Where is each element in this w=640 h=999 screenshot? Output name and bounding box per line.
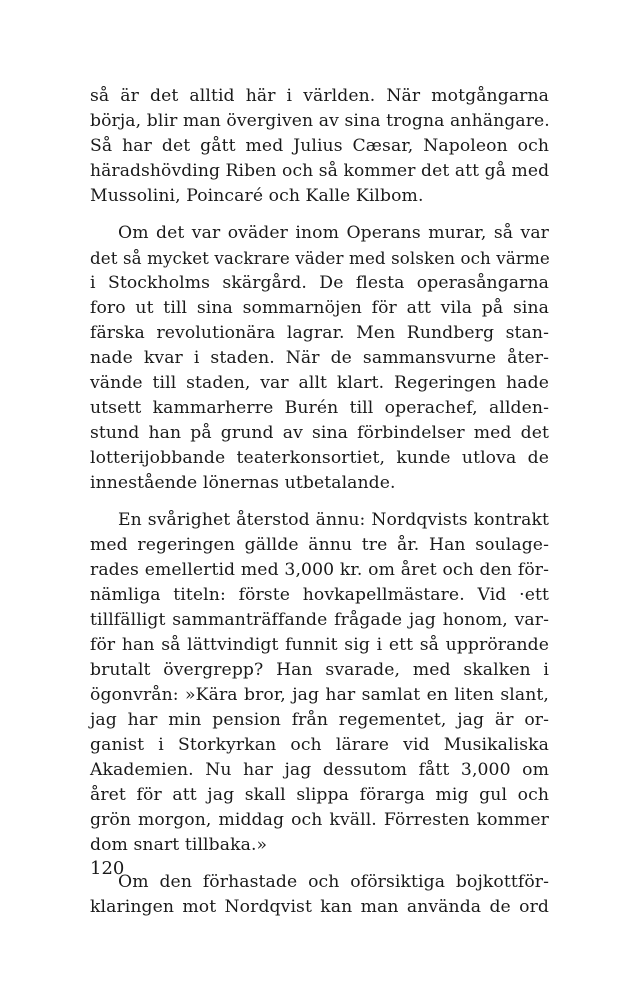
text-line: utsett kammarherre Burén till operachef, allden- [90, 398, 549, 418]
text-line: ganist i Storkyrkan och lärare vid Musikaliska [90, 735, 549, 755]
text-line: i Stockholms skärgård. De flesta operasångarna [90, 273, 549, 293]
text-line: börja, blir man övergiven av sina trogna anhängare. [90, 111, 550, 131]
text-line: Så har det gått med Julius Cæsar, Napoleon och [90, 136, 549, 156]
text-line: jag har min pension från regementet, jag är or- [90, 710, 549, 730]
text-line: foro ut till sina sommarnöjen för att vila på sina [90, 298, 549, 318]
text-line: året för att jag skall slippa förarga mig gul och [90, 785, 549, 805]
body-text [90, 84, 549, 920]
text-line: så är det alltid här i världen. När motgångarna [90, 86, 549, 106]
paragraph-3 [90, 508, 549, 858]
text-line: för han så lättvindigt funnit sig i ett så upprörande [90, 635, 549, 655]
page-number: 120 [90, 858, 125, 879]
paragraph-1 [90, 84, 549, 209]
text-line: Om det var oväder inom Operans murar, så var [118, 223, 549, 243]
text-line: rades emellertid med 3,000 kr. om året och den för- [90, 560, 549, 580]
paragraph-2 [90, 221, 549, 496]
text-line: En svårighet återstod ännu: Nordqvists kontrakt [118, 510, 549, 530]
text-line: innestående lönernas utbetalande. [90, 473, 396, 493]
text-line: det så mycket vackrare väder med solsken och värme [90, 249, 550, 268]
text-line: brutalt övergrepp? Han svarade, med skalken i [90, 660, 549, 680]
text-line: grön morgon, middag och kväll. Förresten kommer [90, 810, 549, 830]
text-line: Mussolini, Poincaré och Kalle Kilbom. [90, 186, 424, 206]
text-line: med regeringen gällde ännu tre år. Han soulage- [90, 535, 549, 555]
text-line: klaringen mot Nordqvist kan man använda de ord [90, 897, 549, 917]
text-line: nämliga titeln: förste hovkapellmästare. Vid ·ett [90, 585, 549, 605]
text-line: dom snart tillbaka.» [90, 835, 268, 855]
text-line: häradshövding Riben och så kommer det att gå med [90, 161, 550, 181]
text-line: lotterijobbande teaterkonsortiet, kunde utlova de [90, 448, 549, 468]
paragraph-4 [90, 870, 549, 920]
text-line: tillfälligt sammanträffande frågade jag honom, var- [90, 610, 549, 630]
text-line: vände till staden, var allt klart. Regeringen hade [90, 373, 549, 393]
text-line: färska revolutionära lagrar. Men Rundberg stan- [90, 323, 549, 343]
text-line: Akademien. Nu har jag dessutom fått 3,000 om [90, 760, 549, 780]
text-line: nade kvar i staden. När de sammansvurne åter- [90, 348, 549, 368]
text-line: Om den förhastade och oförsiktiga bojkottför- [118, 872, 549, 892]
text-line: stund han på grund av sina förbindelser med det [90, 423, 549, 443]
text-line: ögonvrån: »Kära bror, jag har samlat en liten slant, [90, 685, 549, 705]
